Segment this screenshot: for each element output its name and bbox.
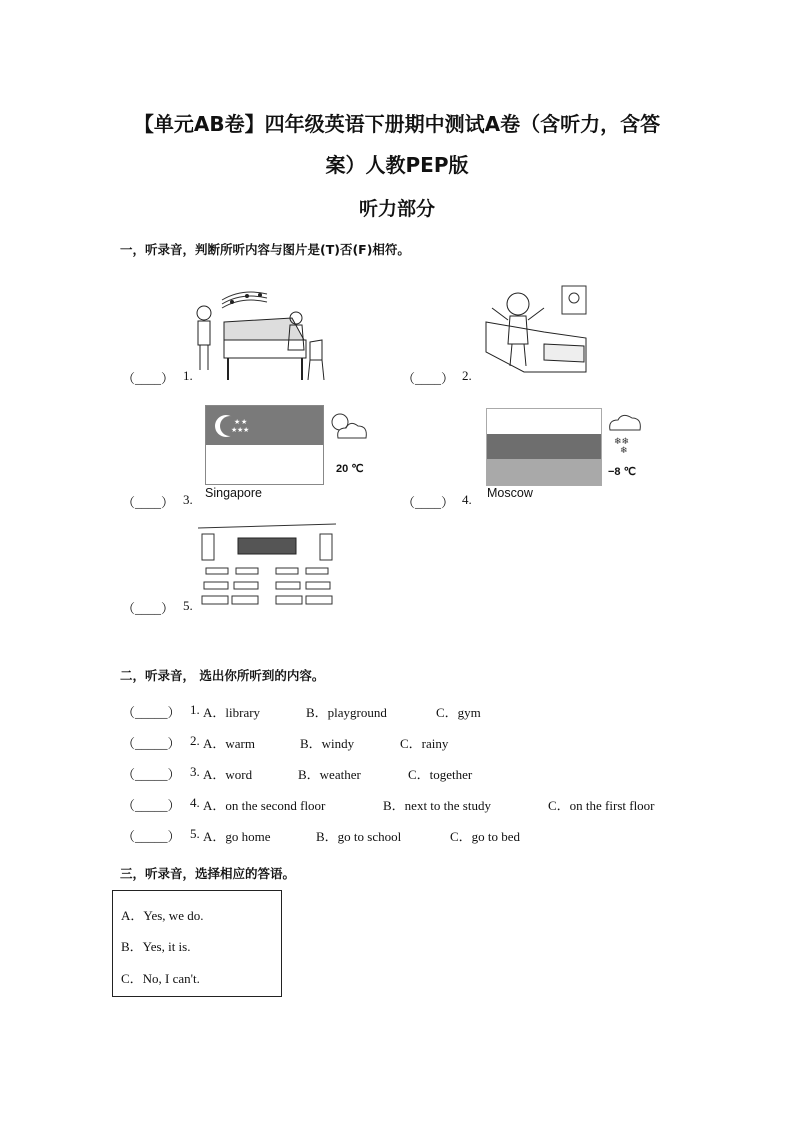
answer-option-b[interactable]: B．Yes, it is. [121,939,191,954]
question-number: 1. [190,702,200,717]
answer-blank[interactable]: （_____） [122,736,181,751]
temperature-label: −8 ℃ [608,466,636,478]
item-number: 3. [183,492,193,507]
option-b[interactable]: B．playground [306,705,387,720]
question-number: 4. [190,795,200,810]
item-number: 2. [462,368,472,383]
answer-blank[interactable]: （____） [402,495,455,510]
document-title-line1: 【单元AB卷】四年级英语下册期中测试A卷（含听力，含答 [133,112,661,136]
answer-option-a[interactable]: A．Yes, we do. [121,908,204,923]
cloudy-sun-icon [328,410,370,444]
option-a[interactable]: A．library [203,705,261,720]
answer-blank[interactable]: （____） [122,601,175,616]
svg-text:★: ★ [243,426,250,434]
russia-flag [486,408,602,486]
item-number: 1. [183,368,193,383]
question-number: 5. [190,826,200,841]
option-a[interactable]: A．go home [203,829,271,844]
document-title-line2: 案）人教PEP版 [325,153,469,177]
question-number: 2. [190,733,200,748]
svg-text:★: ★ [234,418,241,426]
option-a[interactable]: A．on the second floor [203,798,326,813]
answer-blank[interactable]: （____） [122,495,175,510]
option-b[interactable]: B．windy [300,736,355,751]
option-c[interactable]: C．gym [436,705,481,720]
section2-heading: 二，听录音， 选出你所听到的内容。 [120,668,325,683]
option-b[interactable]: B．weather [298,767,361,782]
option-b[interactable]: B．go to school [316,829,402,844]
answer-blank[interactable]: （____） [402,371,455,386]
option-a[interactable]: A．warm [203,736,255,751]
answer-blank[interactable]: （____） [122,371,175,386]
answer-option-c[interactable]: C．No, I can't. [121,971,200,986]
svg-text:❄: ❄ [620,446,628,454]
section1-heading: 一，听录音，判断所听内容与图片是(T)否(F)相符。 [120,242,410,257]
answer-options-box [112,890,282,997]
answer-blank[interactable]: （_____） [122,829,181,844]
svg-text:❄❄: ❄❄ [614,437,630,447]
item-number: 4. [462,492,472,507]
section3-heading: 三，听录音，选择相应的答语。 [120,866,296,881]
singapore-flag [205,405,324,485]
snow-cloud-icon [606,410,646,454]
option-b[interactable]: B．next to the study [383,798,491,813]
answer-blank[interactable]: （_____） [122,705,181,720]
classroom-image [198,520,336,610]
option-c[interactable]: C．go to bed [450,829,521,844]
option-c[interactable]: C．together [408,767,473,782]
boy-waking-up-image [484,282,590,378]
question-number: 3. [190,764,200,779]
svg-text:★: ★ [241,418,248,426]
option-c[interactable]: C．on the first floor [548,798,655,813]
city-caption: Singapore [205,486,262,500]
city-caption: Moscow [487,486,533,500]
temperature-label: 20 ℃ [336,463,364,475]
svg-text:★: ★ [231,426,238,434]
option-c[interactable]: C．rainy [400,736,449,751]
svg-text:★: ★ [237,426,244,434]
answer-blank[interactable]: （_____） [122,767,181,782]
answer-blank[interactable]: （_____） [122,798,181,813]
item-number: 5. [183,598,193,613]
option-a[interactable]: A．word [203,767,253,782]
section-subtitle: 听力部分 [358,198,435,220]
piano-scene-image [192,280,332,384]
